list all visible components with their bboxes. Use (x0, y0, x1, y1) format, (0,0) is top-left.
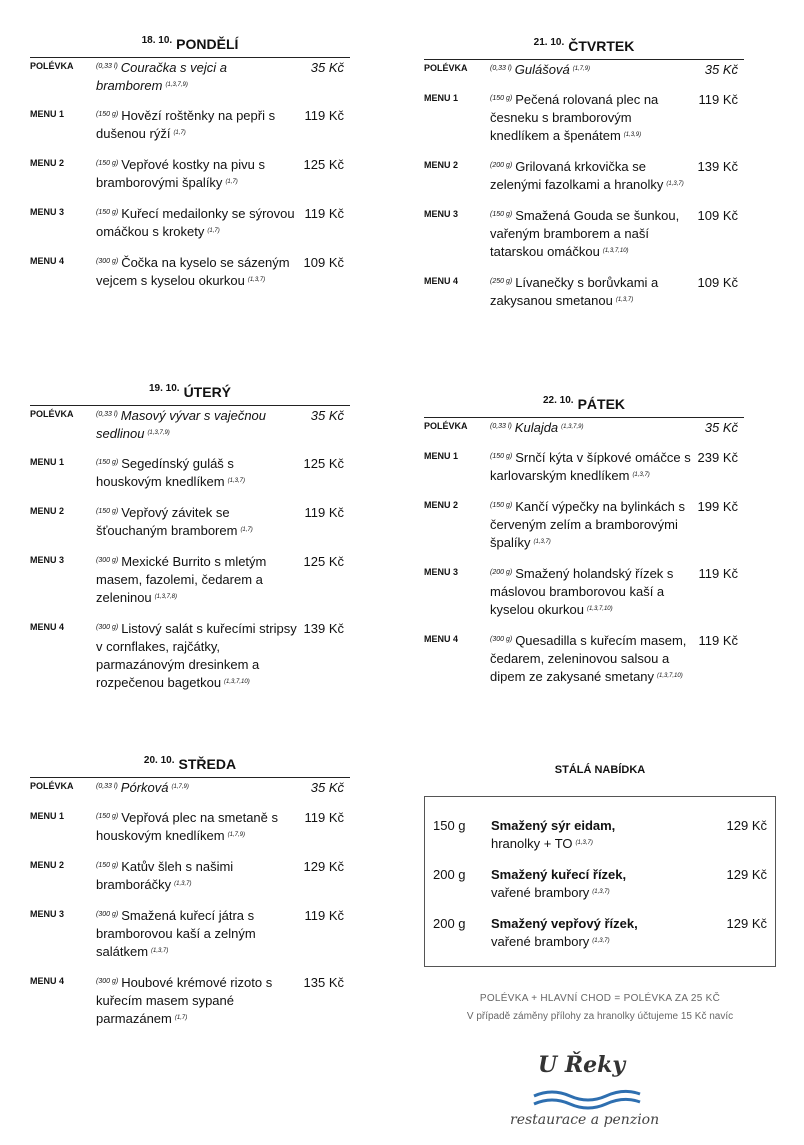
item-price: 239 Kč (697, 450, 738, 465)
menu-item (30, 858, 350, 894)
item-allergens: (1,3,7) (615, 297, 634, 303)
item-qty: (0,33 l) (490, 423, 512, 430)
item-label: POLÉVKA (30, 781, 74, 791)
day-date: 20. 10. (143, 755, 175, 766)
item-name: Smažená Gouda se šunkou, vařeným bramborem a naší tatarskou omáčkou (490, 208, 680, 259)
item-label: MENU 1 (30, 109, 65, 119)
item-name: Grilovaná krkovička se zelenými fazolkami a hranolky (490, 159, 664, 192)
day-name: ČTVRTEK (568, 38, 635, 54)
item-name: Couračka s vejci a bramborem (96, 60, 228, 93)
item-qty: (300 g) (96, 978, 119, 985)
item-price: 109 Kč (303, 255, 344, 270)
item-qty: (300 g) (96, 911, 119, 918)
item-label: POLÉVKA (424, 421, 468, 431)
item-label: MENU 4 (30, 622, 65, 632)
item-price: 125 Kč (303, 456, 344, 471)
item-name: Gulášová (514, 62, 570, 77)
item-allergens: (1,3,7) (575, 840, 593, 846)
item-name: Pórková (120, 780, 169, 795)
item-price: 109 Kč (697, 275, 738, 290)
item-qty: 200 g (433, 867, 466, 882)
item-label: MENU 4 (424, 634, 459, 644)
waves-icon (532, 1088, 642, 1110)
item-name: Hovězí roštěnky na pepři s dušenou rýží (96, 108, 276, 141)
menu-item (30, 156, 350, 192)
item-label: MENU 1 (30, 811, 65, 821)
item-allergens: (1,3,7,8) (154, 594, 178, 600)
logo-title: U Řeky (538, 1052, 626, 1078)
item-qty: 200 g (433, 916, 466, 931)
day-header (30, 756, 350, 778)
item-qty: (150 g) (490, 95, 513, 102)
item-label: MENU 2 (424, 500, 459, 510)
day-tuesday (30, 384, 350, 705)
item-price: 119 Kč (304, 108, 344, 123)
logo-subtitle: restaurace a penzion (510, 1112, 660, 1128)
item-price: 139 Kč (697, 159, 738, 174)
item-allergens: (1,3,7,10) (602, 248, 629, 254)
day-friday (424, 396, 744, 699)
item-price: 129 Kč (726, 867, 767, 882)
item-qty: (150 g) (96, 862, 119, 869)
item-name: Kančí výpečky na bylinkách s červeným zelím a bramborovými špalíky (490, 499, 685, 550)
menu-item (424, 207, 744, 261)
menu-item (30, 907, 350, 961)
item-side: hranolky + TO (491, 836, 573, 851)
item-label: MENU 4 (30, 256, 65, 266)
item-price: 109 Kč (697, 208, 738, 223)
item-allergens: (1,3,7) (151, 948, 169, 954)
day-monday (30, 36, 350, 303)
day-name: PONDĚLÍ (176, 36, 239, 52)
item-name: Srnčí kýta v šípkové omáčce s karlovarským knedlíkem (490, 450, 691, 483)
item-price: 119 Kč (698, 92, 738, 107)
day-wednesday (30, 756, 350, 1041)
item-qty: 150 g (433, 818, 466, 833)
item-qty: (150 g) (96, 209, 119, 216)
item-name: Kulajda (514, 420, 559, 435)
item-qty: (150 g) (96, 459, 119, 466)
item-qty: (300 g) (96, 624, 119, 631)
day-header (30, 36, 350, 58)
item-name: Vepřový závitek se šťouchaným bramborem (96, 505, 238, 538)
item-price: 129 Kč (726, 818, 767, 833)
item-allergens: (1,7,9) (572, 66, 591, 72)
item-label: MENU 3 (424, 567, 459, 577)
item-name: Pečená rolovaná plec na česneku s bramborovým knedlíkem a špenátem (490, 92, 659, 143)
item-allergens: (1,3,7) (227, 478, 245, 484)
day-date: 21. 10. (533, 37, 565, 48)
item-label: MENU 1 (424, 451, 459, 461)
item-qty: (200 g) (490, 162, 513, 169)
menu-item (424, 565, 744, 619)
item-side: vařené brambory (491, 885, 590, 900)
item-label: MENU 4 (424, 276, 459, 286)
item-allergens: (1,3,9) (623, 132, 642, 138)
item-qty: (150 g) (96, 508, 119, 515)
item-label: MENU 3 (30, 909, 65, 919)
item-allergens: (1,3,7,9) (561, 424, 584, 430)
item-name: Listový salát s kuřecími stripsy v cornflakes, rajčátky, parmazánovým dresinkem a rozpečenou bagetkou (96, 621, 297, 690)
item-price: 119 Kč (698, 633, 738, 648)
menu-item (424, 632, 744, 686)
item-price: 35 Kč (310, 408, 344, 423)
item-price: 129 Kč (726, 916, 767, 931)
item-price: 35 Kč (704, 62, 738, 77)
item-name: Čočka na kyselo se sázeným vejcem s kyselou okurkou (96, 255, 290, 288)
item-qty: (300 g) (96, 557, 119, 564)
item-allergens: (1,3,7,10) (224, 679, 250, 685)
item-name: Katův šleh s našimi bramboráčky (96, 859, 234, 892)
menu-item (424, 158, 744, 194)
item-name: Smažený kuřecí řízek, (491, 867, 627, 882)
item-name: Segedínský guláš s houskovým knedlíkem (96, 456, 234, 489)
day-name: PÁTEK (577, 396, 626, 412)
item-allergens: (1,7) (240, 527, 253, 533)
item-qty: (300 g) (96, 258, 119, 265)
soup-item (424, 419, 744, 437)
item-label: MENU 4 (30, 976, 65, 986)
item-qty: (150 g) (96, 160, 119, 167)
soup-item (424, 61, 744, 79)
item-name: Mexické Burrito s mletým masem, fazolemi, čedarem a zeleninou (96, 554, 267, 605)
soup-item (30, 779, 350, 797)
item-price: 35 Kč (310, 780, 344, 795)
item-qty: (150 g) (490, 453, 513, 460)
item-allergens: (1,7,9) (171, 784, 189, 790)
menu-item (30, 620, 350, 692)
item-price: 119 Kč (304, 908, 344, 923)
menu-item (30, 455, 350, 491)
item-allergens: (1,7) (173, 130, 186, 136)
item-price: 35 Kč (310, 60, 344, 75)
item-allergens: (1,7) (207, 228, 220, 234)
item-name: Smažený vepřový řízek, (491, 916, 638, 931)
item-allergens: (1,3,7,10) (586, 606, 613, 612)
item-qty: (250 g) (490, 278, 513, 285)
item-label: MENU 2 (424, 160, 459, 170)
item-label: POLÉVKA (30, 61, 74, 71)
item-allergens: (1,3,7) (666, 181, 684, 187)
item-allergens: (1,3,7) (632, 472, 650, 478)
day-name: STŘEDA (178, 756, 237, 772)
item-allergens: (1,3,7,9) (147, 430, 170, 436)
item-allergens: (1,3,7) (533, 539, 551, 545)
item-qty: (150 g) (490, 502, 513, 509)
soup-item (30, 407, 350, 443)
menu-item (424, 449, 744, 485)
item-qty: (200 g) (490, 569, 513, 576)
item-price: 35 Kč (704, 420, 738, 435)
item-price: 135 Kč (303, 975, 344, 990)
menu-item (30, 205, 350, 241)
item-price: 125 Kč (303, 157, 344, 172)
item-label: MENU 2 (30, 860, 65, 870)
item-name: Smažený sýr eidam, (491, 818, 616, 833)
permanent-offer-title: STÁLÁ NABÍDKA (554, 764, 646, 776)
item-label: POLÉVKA (30, 409, 74, 419)
menu-item (30, 974, 350, 1028)
item-qty: (300 g) (490, 636, 513, 643)
item-allergens: (1,3,7,9) (165, 82, 188, 88)
item-price: 119 Kč (304, 810, 344, 825)
side-change-note: V případě záměny přílohy za hranolky účtujeme 15 Kč navíc (466, 1011, 734, 1022)
item-qty: (150 g) (96, 813, 119, 820)
item-price: 125 Kč (303, 554, 344, 569)
menu-item (424, 274, 744, 310)
item-allergens: (1,7) (174, 1015, 188, 1021)
day-date: 19. 10. (148, 383, 180, 394)
item-label: MENU 2 (30, 158, 65, 168)
item-label: POLÉVKA (424, 63, 468, 73)
day-date: 18. 10. (141, 35, 173, 46)
item-name: Smažená kuřecí játra s bramborovou kaší a zelným salátkem (96, 908, 256, 959)
soup-item (30, 59, 350, 95)
item-name: Masový vývar s vaječnou sedlinou (96, 408, 267, 441)
item-qty: (150 g) (96, 111, 119, 118)
item-name: Vepřové kostky na pivu s bramborovými špalíky (96, 157, 265, 190)
item-allergens: (1,3,7) (174, 881, 192, 887)
item-qty: (0,33 l) (96, 783, 118, 790)
day-header (424, 38, 744, 60)
day-date: 22. 10. (542, 395, 574, 406)
item-label: MENU 3 (424, 209, 459, 219)
item-label: MENU 1 (424, 93, 459, 103)
menu-item (30, 553, 350, 607)
restaurant-logo (500, 1048, 680, 1138)
item-qty: (150 g) (490, 211, 513, 218)
item-price: 129 Kč (303, 859, 344, 874)
menu-item (30, 254, 350, 290)
item-label: MENU 2 (30, 506, 65, 516)
item-allergens: (1,3,7) (592, 938, 610, 944)
item-qty: (0,33 l) (96, 63, 118, 70)
item-price: 119 Kč (304, 505, 344, 520)
combo-note: POLÉVKA + HLAVNÍ CHOD = POLÉVKA ZA 25 KČ (479, 993, 721, 1004)
item-allergens: (1,3,7) (592, 889, 610, 895)
item-qty: (0,33 l) (490, 65, 512, 72)
item-label: MENU 3 (30, 207, 65, 217)
item-allergens: (1,7) (225, 179, 238, 185)
menu-item (30, 809, 350, 845)
item-price: 119 Kč (304, 206, 344, 221)
item-name: Houbové krémové rizoto s kuřecím masem sypané parmazánem (96, 975, 273, 1026)
item-name: Smažený holandský řízek s máslovou bramborovou kaší a kyselou okurkou (490, 566, 674, 617)
menu-item (424, 91, 744, 145)
item-allergens: (1,3,7,10) (657, 673, 683, 679)
item-name: Kuřecí medailonky se sýrovou omáčkou s krokety (96, 206, 295, 239)
item-name: Lívanečky s borůvkami a zakysanou smetanou (490, 275, 659, 308)
item-allergens: (1,7,9) (227, 832, 245, 838)
item-qty: (0,33 l) (96, 411, 118, 418)
item-label: MENU 1 (30, 457, 65, 467)
permanent-offer-box (424, 796, 776, 967)
menu-item (30, 504, 350, 540)
menu-item (424, 498, 744, 552)
menu-item (30, 107, 350, 143)
day-name: ÚTERÝ (183, 384, 232, 400)
item-name: Quesadilla s kuřecím masem, čedarem, zeleninovou salsou a dipem ze zakysané smetany (490, 633, 687, 684)
item-price: 139 Kč (303, 621, 344, 636)
day-header (30, 384, 350, 406)
item-price: 199 Kč (697, 499, 738, 514)
item-name: Vepřová plec na smetaně s houskovým knedlíkem (96, 810, 279, 843)
item-label: MENU 3 (30, 555, 65, 565)
day-header (424, 396, 744, 418)
item-allergens: (1,3,7) (247, 277, 266, 283)
day-thursday (424, 38, 744, 323)
item-price: 119 Kč (698, 566, 738, 581)
item-side: vařené brambory (491, 934, 590, 949)
